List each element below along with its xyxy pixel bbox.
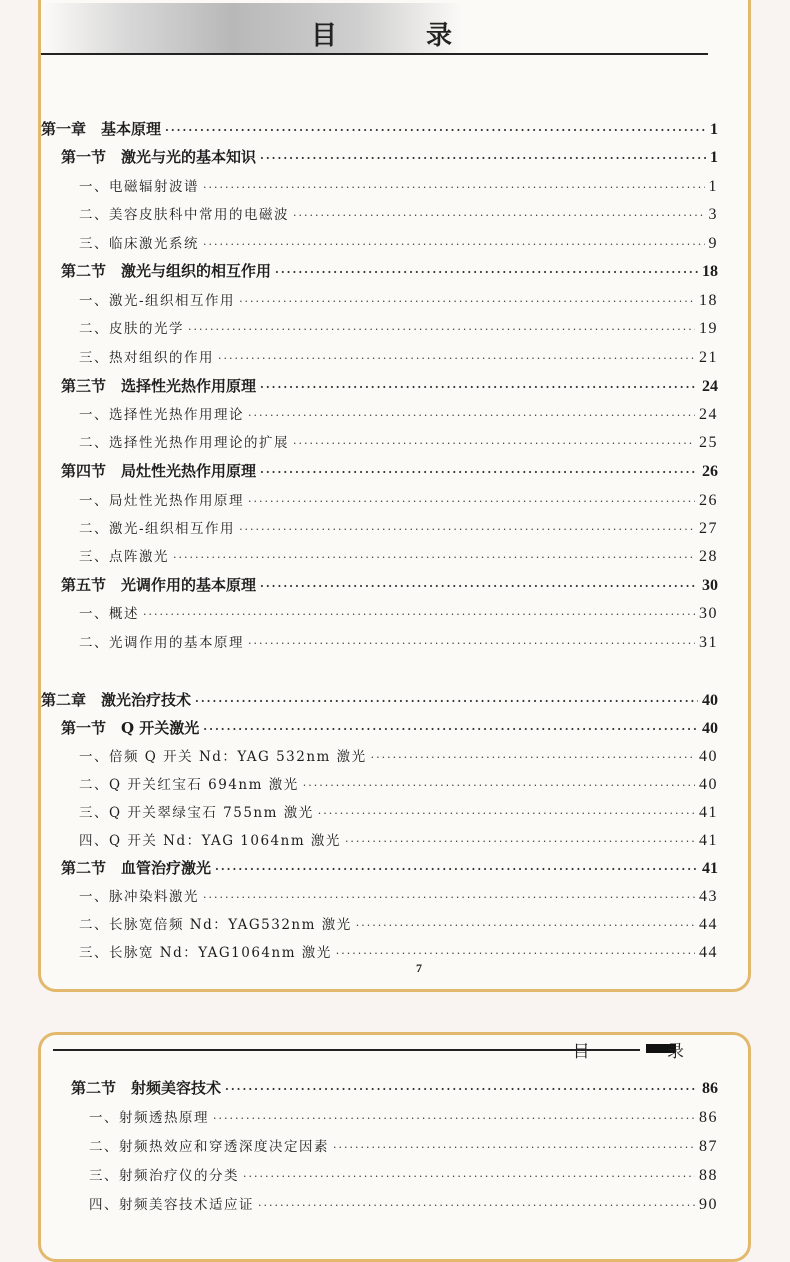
- toc-entry[interactable]: [41, 602, 748, 628]
- toc-entry-title: 二、皮肤的光学: [79, 321, 184, 337]
- dot-leader: [203, 182, 705, 193]
- toc-entry[interactable]: [41, 1106, 748, 1132]
- toc-entry[interactable]: [41, 489, 748, 515]
- dot-leader: [239, 296, 695, 307]
- toc-entry-title: 三、Q 开关翠绿宝石 755nm 激光: [79, 805, 314, 821]
- toc-entry-title: 第二节 射频美容技术: [71, 1079, 222, 1097]
- toc-entry[interactable]: [41, 773, 748, 799]
- dot-leader: [188, 324, 695, 335]
- toc-page-number: 19: [699, 320, 718, 337]
- dot-leader: [248, 638, 695, 649]
- dot-leader: [318, 808, 695, 819]
- toc-entry-title: 第一节 Q 开关激光: [61, 719, 200, 737]
- toc-entry[interactable]: [41, 913, 748, 939]
- dot-leader: [173, 552, 695, 563]
- toc-page-number: 44: [699, 944, 718, 961]
- toc-entry-title: 三、射频治疗仪的分类: [89, 1168, 239, 1184]
- toc-entry[interactable]: [41, 175, 748, 201]
- dot-leader: [336, 948, 695, 959]
- toc-page-number: 41: [699, 832, 718, 849]
- toc-entry[interactable]: [41, 857, 748, 883]
- toc-entry-title: 二、长脉宽倍频 Nd：YAG532nm 激光: [79, 917, 352, 933]
- toc-entry[interactable]: [41, 289, 748, 315]
- dot-leader: [258, 1200, 695, 1211]
- dot-leader: [195, 696, 698, 707]
- toc-page-number: 18: [699, 292, 718, 309]
- dot-leader: [218, 353, 695, 364]
- toc-entry[interactable]: [41, 403, 748, 429]
- toc-entry[interactable]: [41, 203, 748, 229]
- toc-page-number: 30: [702, 577, 718, 594]
- toc-page-number: 40: [702, 720, 718, 737]
- toc-page-number: 21: [699, 349, 718, 366]
- toc-page-number: 24: [699, 406, 718, 423]
- toc-entry-title: 第一节 激光与光的基本知识: [61, 148, 257, 166]
- page-title: 目 录: [311, 21, 493, 51]
- toc-page-number: 25: [699, 434, 718, 451]
- toc-entry[interactable]: [41, 260, 748, 286]
- toc-entry-title: 一、射频透热原理: [89, 1110, 209, 1126]
- toc-entry-title: 一、电磁辐射波谱: [79, 179, 199, 195]
- page-number: 7: [416, 961, 422, 975]
- toc-entry-title: 一、倍频 Q 开关 Nd：YAG 532nm 激光: [79, 749, 367, 765]
- toc-entry-title: 二、选择性光热作用理论的扩展: [79, 435, 289, 451]
- toc-page-number: 30: [699, 605, 718, 622]
- toc-page-number: 27: [699, 520, 718, 537]
- toc-entry[interactable]: [41, 1135, 748, 1161]
- toc-page-number: 18: [702, 263, 718, 280]
- toc-entry-title: 二、美容皮肤科中常用的电磁波: [79, 207, 289, 223]
- dot-leader: [275, 267, 698, 278]
- toc-page-number: 88: [699, 1167, 718, 1184]
- toc-page-number: 43: [699, 888, 718, 905]
- toc-page-number: 87: [699, 1138, 718, 1155]
- toc-page-number: 41: [702, 860, 718, 877]
- toc-page-number: 44: [699, 916, 718, 933]
- dot-leader: [260, 467, 698, 478]
- toc-page-number: 1: [710, 149, 718, 166]
- dot-leader: [345, 836, 695, 847]
- dot-leader: [203, 892, 695, 903]
- toc-entry[interactable]: [41, 1077, 748, 1103]
- toc-entry-title: 一、概述: [79, 606, 139, 622]
- toc-entry-title: 一、激光-组织相互作用: [79, 293, 236, 309]
- dot-leader: [215, 864, 698, 875]
- toc-entry[interactable]: [41, 745, 748, 771]
- toc-entry[interactable]: [41, 460, 748, 486]
- toc-entry-title: 第二节 血管治疗激光: [61, 859, 212, 877]
- toc-entry[interactable]: [41, 717, 748, 743]
- dot-leader: [225, 1084, 698, 1095]
- dot-leader: [333, 1142, 695, 1153]
- toc-entry[interactable]: [41, 885, 748, 911]
- dot-leader: [371, 752, 695, 763]
- dot-leader: [143, 609, 695, 620]
- toc-entry-title: 四、射频美容技术适应证: [89, 1197, 254, 1213]
- toc-page-number: 40: [699, 748, 718, 765]
- toc-entry[interactable]: [41, 574, 748, 600]
- toc-entry-title: 二、Q 开关红宝石 694nm 激光: [79, 777, 299, 793]
- toc-entry-title: 第二节 激光与组织的相互作用: [61, 262, 272, 280]
- toc-page-number: 1: [710, 121, 718, 138]
- toc-entry[interactable]: [41, 829, 748, 855]
- toc-entry[interactable]: [41, 431, 748, 457]
- toc-entry-title: 一、局灶性光热作用原理: [79, 493, 244, 509]
- toc-entry[interactable]: [41, 317, 748, 343]
- running-header: 目 录: [572, 1042, 720, 1062]
- toc-entry-title: 三、临床激光系统: [79, 236, 199, 252]
- toc-entry[interactable]: [41, 375, 748, 401]
- dot-leader: [293, 210, 705, 221]
- toc-entry-title: 一、脉冲染料激光: [79, 889, 199, 905]
- toc-entry-title: 三、点阵激光: [79, 549, 169, 565]
- toc-entry-title: 三、热对组织的作用: [79, 350, 214, 366]
- toc-entry-title: 第一章 基本原理: [41, 120, 162, 138]
- dot-leader: [303, 780, 695, 791]
- dot-leader: [293, 438, 695, 449]
- toc-entry[interactable]: [41, 346, 748, 372]
- toc-entry-title: 二、光调作用的基本原理: [79, 635, 244, 651]
- toc-entry-title: 第二章 激光治疗技术: [41, 691, 192, 709]
- toc-page-number: 40: [699, 776, 718, 793]
- toc-page-1: [38, 0, 751, 992]
- title-divider: [41, 53, 708, 55]
- toc-page-number: 26: [702, 463, 718, 480]
- toc-page-number: 26: [699, 492, 718, 509]
- toc-entry[interactable]: [41, 689, 748, 715]
- dot-leader: [239, 524, 695, 535]
- toc-entry[interactable]: [41, 1164, 748, 1190]
- toc-entry[interactable]: [41, 631, 748, 657]
- toc-entry[interactable]: [41, 517, 748, 543]
- header-divider: [53, 1049, 640, 1051]
- toc-entry[interactable]: [41, 146, 748, 172]
- toc-page-number: 41: [699, 804, 718, 821]
- dot-leader: [260, 153, 706, 164]
- dot-leader: [203, 239, 705, 250]
- dot-leader: [260, 581, 698, 592]
- dot-leader: [356, 920, 695, 931]
- toc-page-number: 3: [708, 206, 718, 223]
- toc-entry-title: 一、选择性光热作用理论: [79, 407, 244, 423]
- toc-page-number: 90: [699, 1196, 718, 1213]
- toc-entry-title: 三、长脉宽 Nd：YAG1064nm 激光: [79, 945, 332, 961]
- toc-page-number: 1: [708, 178, 718, 195]
- dot-leader: [243, 1171, 695, 1182]
- dot-leader: [248, 496, 695, 507]
- dot-leader: [248, 410, 695, 421]
- toc-page-number: 31: [699, 634, 718, 651]
- dot-leader: [260, 382, 698, 393]
- toc-page-number: 24: [702, 378, 718, 395]
- toc-entry-title: 二、射频热效应和穿透深度决定因素: [89, 1139, 329, 1155]
- dot-leader: [203, 724, 698, 735]
- toc-entry-title: 第三节 选择性光热作用原理: [61, 377, 257, 395]
- toc-page-number: 86: [702, 1080, 718, 1097]
- toc-page-number: 86: [699, 1109, 718, 1126]
- toc-entry[interactable]: [41, 1193, 748, 1219]
- toc-entry-title: 第五节 光调作用的基本原理: [61, 576, 257, 594]
- toc-entry[interactable]: [41, 118, 748, 144]
- toc-entry[interactable]: [41, 545, 748, 571]
- dot-leader: [213, 1113, 695, 1124]
- toc-page-number: 40: [702, 692, 718, 709]
- toc-page-number: 28: [699, 548, 718, 565]
- dot-leader: [165, 125, 706, 136]
- toc-entry-title: 第四节 局灶性光热作用原理: [61, 462, 257, 480]
- toc-entry[interactable]: [41, 232, 748, 258]
- toc-page-2: [38, 1032, 751, 1262]
- toc-entry-title: 二、激光-组织相互作用: [79, 521, 236, 537]
- toc-entry[interactable]: [41, 801, 748, 827]
- toc-entry-title: 四、Q 开关 Nd：YAG 1064nm 激光: [79, 833, 341, 849]
- toc-page-number: 9: [708, 235, 718, 252]
- toc-entry[interactable]: [41, 941, 748, 967]
